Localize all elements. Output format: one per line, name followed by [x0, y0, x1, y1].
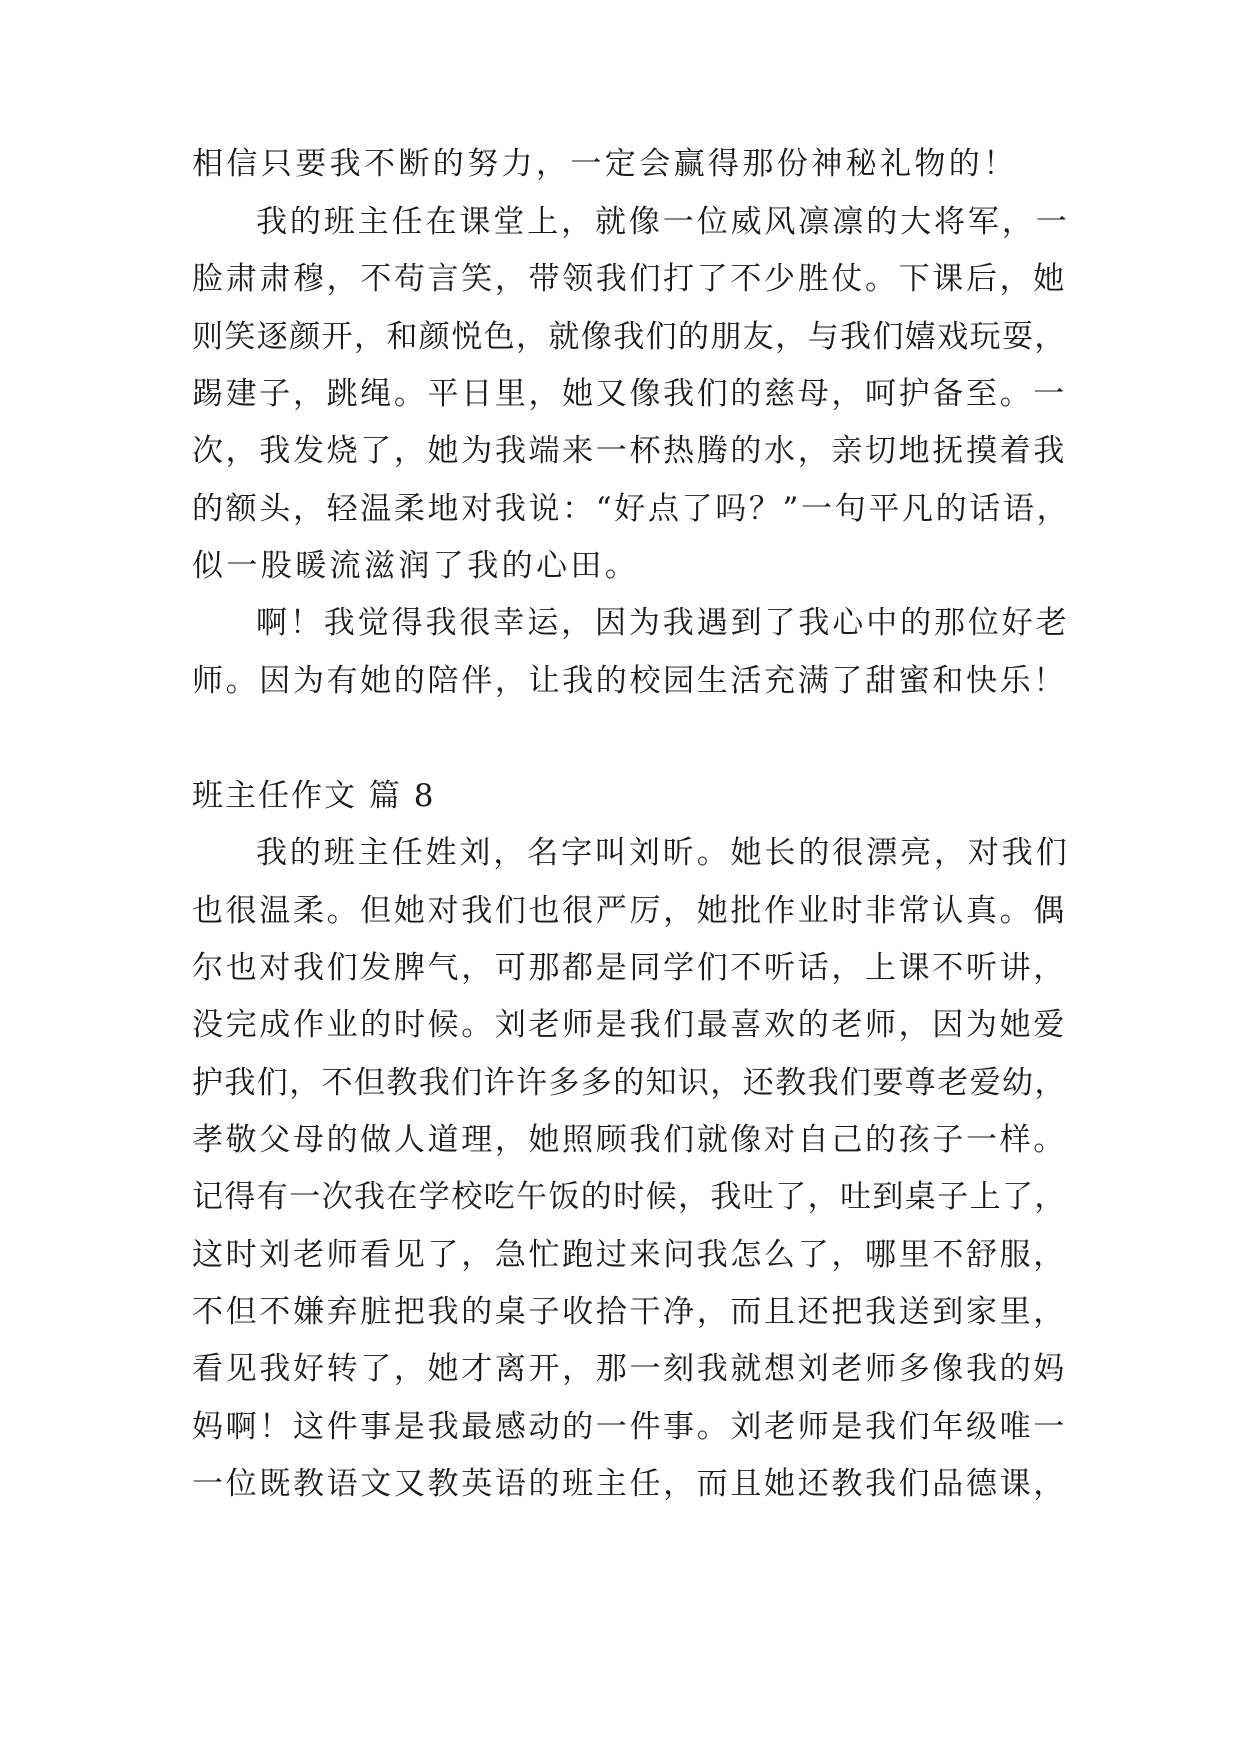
text-line: 则笑逐颜开，和颜悦色，就像我们的朋友，与我们嬉戏玩耍，	[192, 319, 1067, 355]
text-line: 护我们，不但教我们许许多多的知识，还教我们要尊老爱幼，	[192, 1065, 1067, 1101]
text-line: 次，我发烧了，她为我端来一杯热腾的水，亲切地抚摸着我	[192, 433, 1067, 469]
paragraph-start: 啊！我觉得我很幸运，因为我遇到了我心中的那位好老	[256, 605, 1070, 641]
text-line: 妈啊！这件事是我最感动的一件事。刘老师是我们年级唯一	[192, 1409, 1067, 1445]
text-line: 踢建子，跳绳。平日里，她又像我们的慈母，呵护备至。一	[192, 376, 1067, 412]
text-line: 没完成作业的时候。刘老师是我们最喜欢的老师，因为她爱	[192, 1007, 1067, 1043]
text-line: 似一股暖流滋润了我的心田。	[192, 548, 640, 584]
paragraph-start: 我的班主任在课堂上，就像一位威风凛凛的大将军，一	[256, 204, 1070, 240]
text-line: 相信只要我不断的努力，一定会赢得那份神秘礼物的！	[192, 146, 1018, 182]
text-line: 脸肃肃穆，不苟言笑，带领我们打了不少胜仗。下课后，她	[192, 261, 1067, 297]
text-line: 尔也对我们发脾气，可那都是同学们不听话，上课不听讲，	[192, 950, 1067, 986]
text-line: 一位既教语文又教英语的班主任，而且她还教我们品德课，	[192, 1466, 1067, 1502]
text-line: 不但不嫌弃脏把我的桌子收拾干净，而且还把我送到家里，	[192, 1294, 1067, 1330]
text-line: 师。因为有她的陪伴，让我的校园生活充满了甜蜜和快乐！	[192, 663, 1067, 699]
text-line: 的额头，轻温柔地对我说：“好点了吗？”一句平凡的话语，	[192, 491, 1071, 527]
section-heading: 班主任作文 篇 8	[192, 778, 436, 814]
paragraph-start: 我的班主任姓刘，名字叫刘昕。她长的很漂亮，对我们	[256, 835, 1070, 871]
text-line: 这时刘老师看见了，急忙跑过来问我怎么了，哪里不舒服，	[192, 1237, 1067, 1273]
text-line: 记得有一次我在学校吃午饭的时候，我吐了，吐到桌子上了，	[192, 1179, 1067, 1215]
text-line: 看见我好转了，她才离开，那一刻我就想刘老师多像我的妈	[192, 1351, 1067, 1387]
text-line: 孝敬父母的做人道理，她照顾我们就像对自己的孩子一样。	[192, 1122, 1067, 1158]
text-line: 也很温柔。但她对我们也很严厉，她批作业时非常认真。偶	[192, 893, 1067, 929]
